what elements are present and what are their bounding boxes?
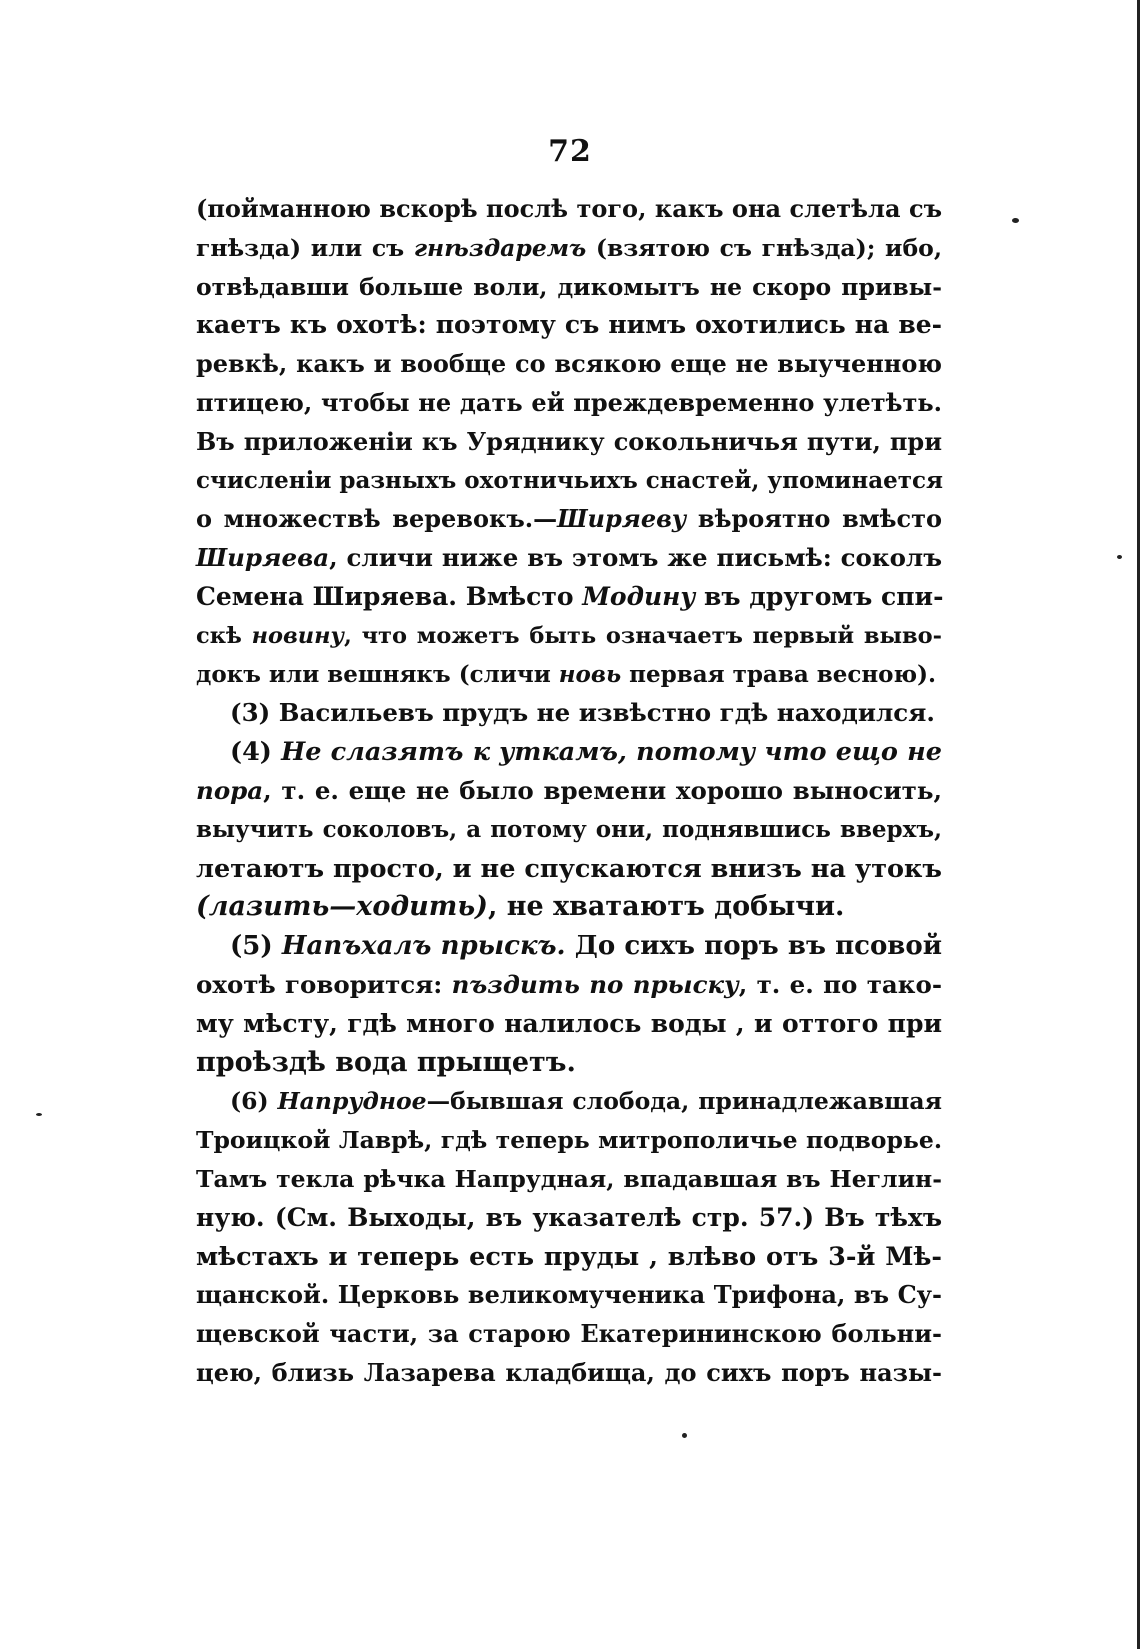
italic-text: Напрудное: [277, 1087, 427, 1116]
text-line: [196, 1082, 942, 1121]
scan-speck: [682, 1433, 687, 1438]
text-segment: (4): [230, 737, 282, 768]
text-segment: щанской. Церковь великомученика Трифона, въ Су-: [196, 1280, 942, 1310]
italic-text: гнѣздаремъ: [413, 233, 587, 262]
italic-text: Модину: [582, 581, 696, 611]
text-line: [196, 539, 942, 578]
text-line: [196, 811, 942, 850]
text-segment: , т. е. еще не было времени хорошо выносить,: [263, 775, 942, 805]
text-segment: отвѣдавши больше воли, дикомытъ не скоро привы-: [196, 272, 942, 301]
italic-text: Напъхалъ прыскъ.: [281, 931, 566, 962]
text-segment: , что можетъ быть означаетъ первый выво-: [343, 622, 942, 649]
text-line: [196, 462, 942, 501]
page-number: 72: [548, 134, 592, 169]
text-line: [196, 772, 942, 811]
text-segment: первая трава весною).: [621, 660, 936, 688]
text-line: [196, 578, 942, 617]
text-segment: Троицкой Лаврѣ, гдѣ теперь митрополичье подворье.: [196, 1126, 942, 1155]
text-line: [196, 1005, 942, 1044]
scan-speck: [1117, 555, 1122, 559]
text-line: [196, 617, 942, 656]
text-line: [196, 229, 942, 268]
text-line: [196, 384, 942, 423]
italic-text: пора: [196, 775, 264, 805]
text-segment: цею, близь Лазарева кладбища, до сихъ поръ назы-: [196, 1357, 942, 1387]
italic-text: новину: [251, 622, 344, 649]
italic-text: Не слазятъ к уткамъ, потому что ещо не: [281, 737, 942, 768]
italic-text: пъздить по прыску: [451, 969, 739, 999]
text-line: [196, 190, 942, 229]
scan-speck: [1012, 218, 1019, 223]
text-line: [196, 1199, 942, 1238]
text-segment: проѣздѣ вода прыщетъ.: [196, 1046, 576, 1078]
text-line: [196, 500, 942, 539]
text-line: [196, 1276, 942, 1315]
text-segment: ревкѣ, какъ и вообще со всякою еще не выученною: [196, 349, 942, 379]
text-segment: Семена Ширяева. Вмѣсто: [196, 581, 583, 611]
text-line: [196, 423, 942, 462]
text-segment: о множествѣ веревокъ.—: [196, 504, 558, 534]
text-segment: мѣстахъ и теперь есть пруды , влѣво отъ 3-й Мѣ-: [196, 1241, 942, 1272]
text-line: [196, 306, 942, 345]
italic-text: (лазить—ходить): [196, 891, 488, 923]
text-segment: му мѣсту, гдѣ много налилось воды , и оттого при: [196, 1008, 942, 1038]
text-segment: счисленіи разныхъ охотничьихъ снастей, упоминается: [196, 466, 943, 494]
text-segment: (взятою съ гнѣзда); ибо,: [586, 233, 942, 262]
text-segment: гнѣзда) или съ: [196, 233, 414, 262]
text-segment: охотѣ говорится:: [196, 969, 452, 999]
italic-text: Ширяеву: [557, 504, 687, 534]
text-line: [196, 850, 942, 889]
text-line: [196, 1044, 942, 1083]
text-segment: выучить соколовъ, а потому они, поднявшись вверхъ,: [196, 815, 942, 843]
text-segment: скѣ: [196, 622, 252, 649]
text-line: [196, 966, 942, 1005]
text-segment: Тамъ текла рѣчка Напрудная, впадавшая въ Неглин-: [196, 1164, 942, 1193]
text-line: [196, 694, 942, 733]
text-line: [196, 1238, 942, 1277]
text-segment: въ другомъ спи-: [695, 581, 944, 611]
text-segment: щевской части, за старою Екатерининскою больни-: [196, 1319, 942, 1349]
text-segment: —бывшая слобода, принадлежавшая: [426, 1087, 942, 1116]
text-line: [196, 1160, 942, 1199]
text-segment: вѣроятно вмѣсто: [686, 504, 942, 534]
text-segment: , сличи ниже въ этомъ же письмѣ: соколъ: [329, 543, 942, 573]
text-line: [196, 733, 942, 772]
text-line: [196, 888, 942, 927]
text-segment: (3) Васильевъ прудъ не извѣстно гдѣ находился.: [230, 698, 935, 728]
text-segment: , т. е. по тако-: [738, 969, 942, 999]
body-text: [196, 190, 942, 1393]
text-segment: (пойманною вскорѣ послѣ того, какъ она слетѣла съ: [196, 194, 942, 223]
italic-text: Ширяева: [196, 543, 330, 573]
text-segment: (6): [230, 1087, 278, 1116]
text-line: [196, 345, 942, 384]
text-segment: Въ приложеніи къ Уряднику сокольничья пути, при: [196, 426, 942, 456]
text-segment: летаютъ просто, и не спускаются внизъ на утокъ: [196, 853, 942, 884]
text-segment: докъ или вешнякъ (сличи: [196, 660, 559, 688]
scan-speck: [36, 1113, 42, 1116]
text-line: [196, 268, 942, 307]
text-segment: птицею, чтобы не дать ей преждевременно улетѣть.: [196, 387, 942, 417]
text-line: [196, 1121, 942, 1160]
text-segment: (5): [230, 931, 282, 962]
text-segment: До сихъ поръ въ псовой: [565, 931, 942, 962]
text-line: [196, 656, 942, 695]
text-line: [196, 1354, 942, 1393]
text-line: [196, 927, 942, 966]
text-segment: ную. (См. Выходы, въ указателѣ стр. 57.) Въ тѣхъ: [196, 1202, 942, 1232]
text-segment: каетъ къ охотѣ: поэтому съ нимъ охотились на ве-: [196, 310, 942, 340]
text-line: [196, 1315, 942, 1354]
italic-text: новь: [558, 660, 622, 688]
text-segment: , не хватаютъ добычи.: [487, 891, 845, 923]
